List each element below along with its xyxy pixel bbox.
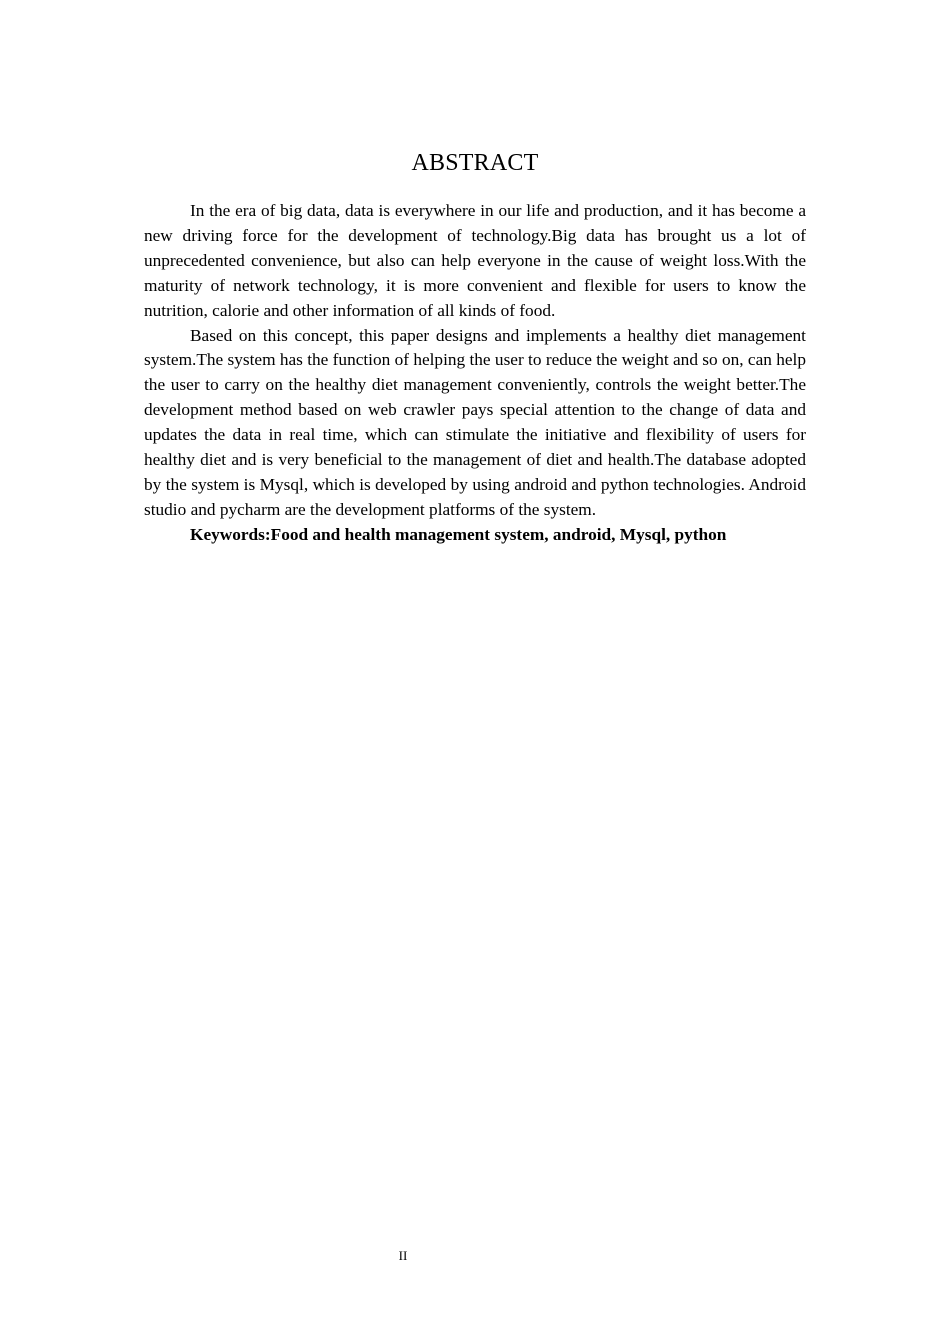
- keywords-line: Keywords:Food and health management system, android, Mysql, python: [190, 524, 727, 544]
- abstract-body: [144, 199, 806, 548]
- page-number: II: [398, 1248, 408, 1263]
- abstract-paragraph-1: In the era of big data, data is everywhere in our life and production, and it has become a new driving force for the development of technology.Big data has brought us a lot of unprecedented convenience, but also can help everyone in the cause of weight loss.With the maturity of network technology, it is more convenient and flexible for users to know the nutrition, calorie and other information of all kinds of food.: [144, 201, 806, 320]
- abstract-paragraph-2: Based on this concept, this paper designs and implements a healthy diet management system.The system has the function of helping the user to reduce the weight and so on, can help the user to carry on the healthy diet management conveniently, controls the weight better.The development method based on web crawler pays special attention to the change of data and updates the data in real time, which can stimulate the initiative and flexibility of users for healthy diet and is very beneficial to the management of diet and health.The database adopted by the system is Mysql, which is developed by using android and python technologies. Android studio and pycharm are the development platforms of the system.: [144, 325, 806, 519]
- abstract-title: ABSTRACT: [411, 150, 539, 176]
